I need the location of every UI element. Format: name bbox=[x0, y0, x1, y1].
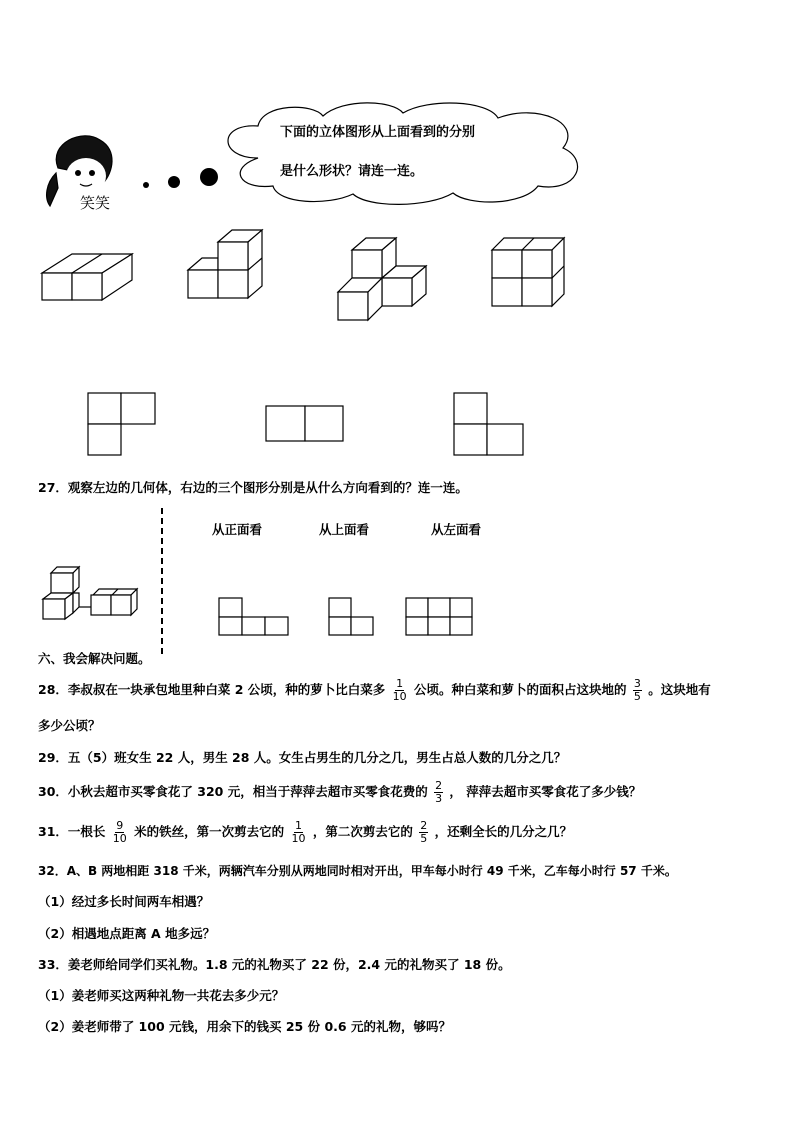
q28-text-2: 公顷。种白菜和萝卜的面积占这块地的 bbox=[414, 682, 627, 697]
top-view-shape-3 bbox=[454, 393, 526, 457]
q31-fraction-1 bbox=[112, 820, 128, 845]
q31-frac2-den: 10 bbox=[291, 832, 306, 845]
question-29: 29．五（5）班女生 22 人，男生 28 人。女生占男生的几分之几，男生占总人数的几分之几？ bbox=[38, 750, 567, 765]
q30-frac-den: 3 bbox=[435, 792, 443, 805]
q31-text-2: 米的铁丝，第一次剪去它的 bbox=[134, 824, 285, 839]
question-33: 33．姜老师给同学们买礼物。1.8 元的礼物买了 22 份，2.4 元的礼物买了 18 份。 bbox=[38, 957, 511, 972]
bubble-line-2: 是什么形状？请连一连。 bbox=[280, 164, 424, 179]
q28-text-3: 。这块地有 bbox=[648, 682, 711, 697]
q27-view-shape-3 bbox=[406, 598, 476, 638]
solid-figure-1 bbox=[42, 246, 132, 302]
q28-text-1: 28．李叔叔在一块承包地里种白菜 2 公顷，种的萝卜比白菜多 bbox=[38, 682, 386, 697]
q30-text-1: 30．小秋去超市买零食花了 320 元，相当于萍萍去超市买零食花费的 bbox=[38, 784, 428, 799]
solid-figure-4 bbox=[492, 238, 568, 308]
view-label-front: 从正面看 bbox=[212, 522, 263, 537]
question-32-sub-1: （1）经过多长时间两车相遇？ bbox=[38, 894, 210, 909]
question-31 bbox=[38, 820, 572, 845]
bubble-line-1: 下面的立体图形从上面看到的分别 bbox=[280, 125, 476, 140]
view-label-top: 从上面看 bbox=[319, 522, 370, 537]
view-label-left: 从左面看 bbox=[431, 522, 482, 537]
q27-view-shape-2 bbox=[329, 598, 377, 638]
top-view-shape-2 bbox=[266, 406, 346, 444]
q28-fraction-2 bbox=[633, 678, 642, 703]
solid-figure-3 bbox=[338, 236, 428, 324]
q28-frac1-num: 1 bbox=[396, 677, 404, 690]
thought-bubbles bbox=[138, 165, 223, 195]
dashed-divider bbox=[160, 508, 164, 660]
q31-frac1-num: 9 bbox=[116, 819, 124, 832]
q31-text-4: ，还剩全长的几分之几？ bbox=[434, 824, 573, 839]
q28-frac1-den: 10 bbox=[392, 690, 407, 703]
section-6-title: 六、我会解决问题。 bbox=[38, 651, 151, 666]
q30-frac-num: 2 bbox=[435, 779, 443, 792]
question-28-line-2: 多少公顷？ bbox=[38, 718, 101, 733]
cloud-bubble bbox=[218, 98, 588, 208]
q30-text-2: ， 萍萍去超市买零食花了多少钱？ bbox=[449, 784, 642, 799]
solid-figure-2 bbox=[188, 228, 266, 302]
q31-frac3-den: 5 bbox=[420, 832, 428, 845]
q31-text-1: 31．一根长 bbox=[38, 824, 106, 839]
q28-fraction-1 bbox=[392, 678, 408, 703]
q28-frac2-num: 3 bbox=[633, 677, 641, 690]
question-32: 32．A、B 两地相距 318 千米，两辆汽车分别从两地同时相对开出，甲车每小时行 49 千米，乙车每小时行 57 千米。 bbox=[38, 864, 677, 878]
q31-frac2-num: 1 bbox=[295, 819, 302, 832]
q31-fraction-3 bbox=[419, 820, 428, 845]
question-30 bbox=[38, 780, 641, 805]
question-33-sub-1: （1）姜老师买这两种礼物一共花去多少元？ bbox=[38, 988, 285, 1003]
q30-fraction bbox=[434, 780, 443, 805]
question-27: 27．观察左边的几何体，右边的三个图形分别是从什么方向看到的？连一连。 bbox=[38, 480, 468, 495]
q28-frac2-den: 5 bbox=[633, 690, 641, 703]
q27-view-shape-1 bbox=[219, 598, 291, 638]
q31-frac3-num: 2 bbox=[420, 819, 428, 832]
q27-solid-figure bbox=[43, 565, 141, 625]
q31-text-3: ，第二次剪去它的 bbox=[312, 824, 413, 839]
character-caption: 笑笑 bbox=[80, 194, 111, 212]
question-28 bbox=[38, 678, 711, 703]
question-32-sub-2: （2）相遇地点距离 A 地多远？ bbox=[38, 926, 216, 941]
q31-frac1-den: 10 bbox=[112, 832, 127, 845]
q31-fraction-2 bbox=[291, 820, 307, 845]
question-33-sub-2: （2）姜老师带了 100 元钱，用余下的钱买 25 份 0.6 元的礼物，够吗？ bbox=[38, 1019, 451, 1034]
top-view-shape-1 bbox=[88, 393, 158, 457]
